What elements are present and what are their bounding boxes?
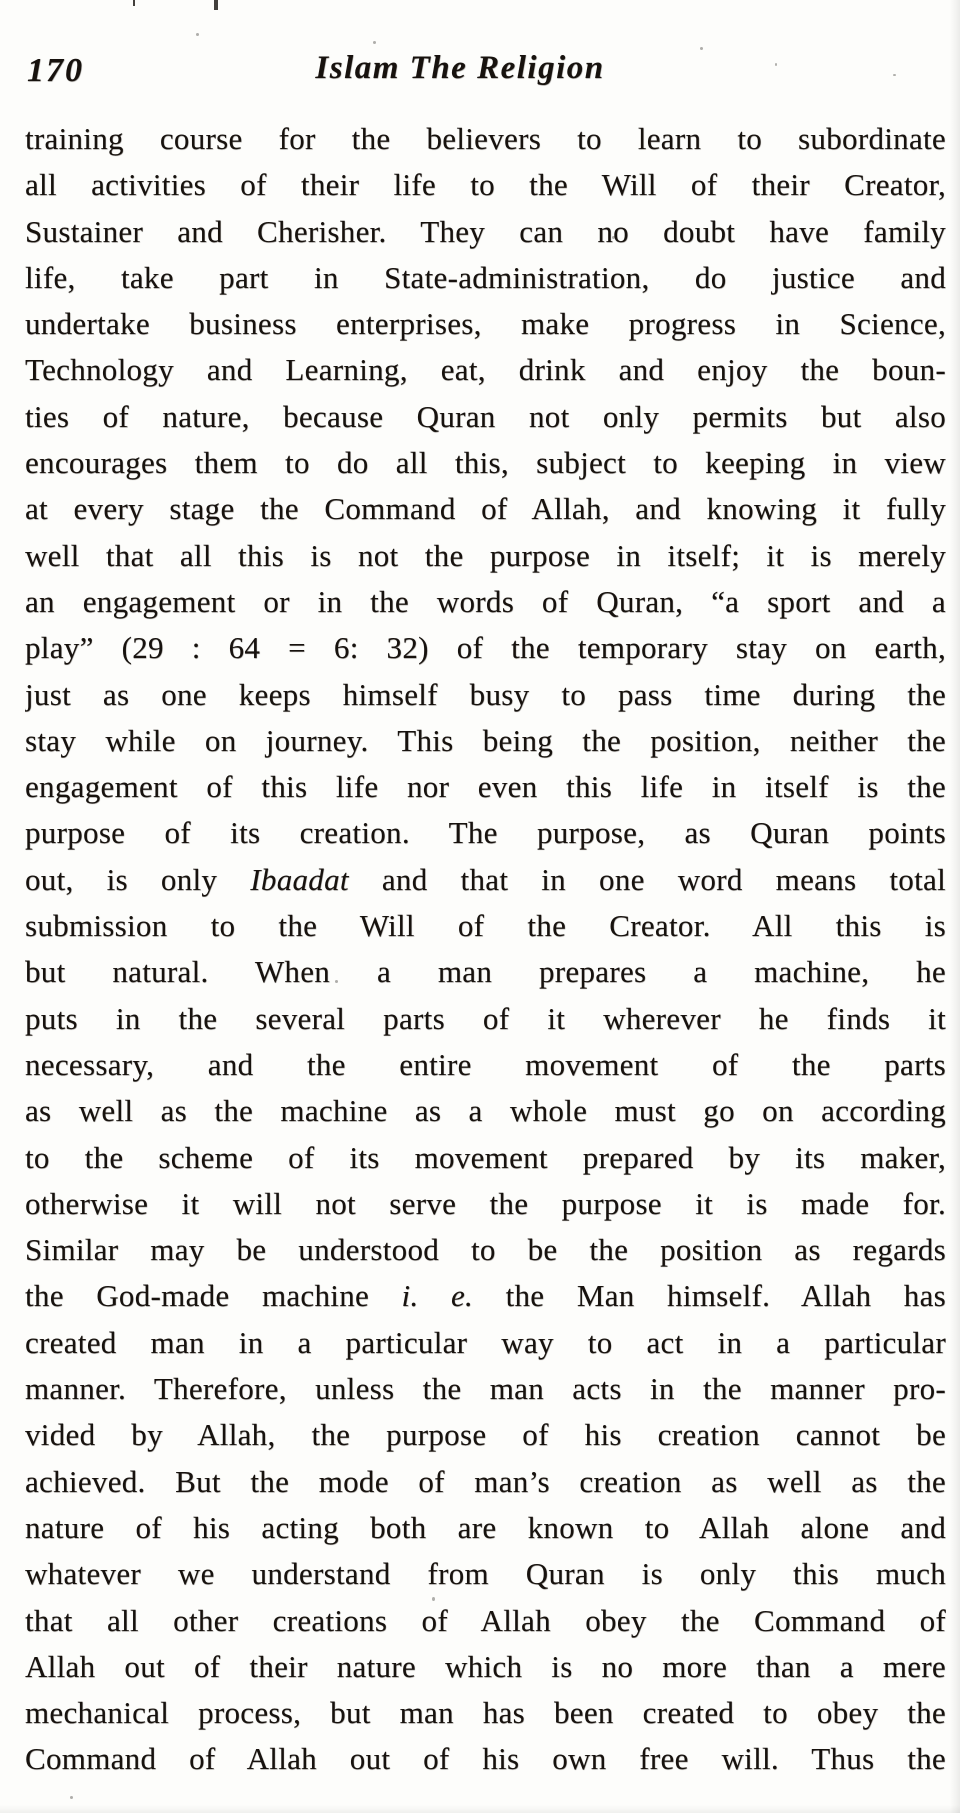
text-line: created man in a particular way to act in a particular [25,1324,946,1360]
text-line: manner. Therefore, unless the man acts in the manner pro- [25,1371,946,1407]
page-title: Islam The Religion [315,50,605,86]
text-line: at every stage the Command of Allah, and knowing it fully [25,491,946,527]
line-text: the Man himself. Allah has [473,1278,946,1314]
text-line: whatever we understand from Quran is only this much [25,1556,946,1592]
text-line: training course for the believers to learn to subordinate [25,121,946,156]
page-number: 170 [27,52,84,89]
text-line: mechanical process, but man has been created to obey the [25,1695,946,1731]
text-line: engagement of this life nor even this life in itself is the [25,769,946,805]
text-line: achieved. But the mode of man’s creation as well as the [25,1463,946,1499]
scan-speck [214,0,218,10]
page-header [25,50,935,92]
text-line: undertake business enterprises, make progress in Science, [25,306,946,342]
text-line: to the scheme of its movement prepared by its maker, [25,1139,946,1175]
scan-speck [196,33,199,36]
scan-speck [373,41,376,44]
text-line: vided by Allah, the purpose of his creation cannot be [25,1417,946,1453]
text-line: submission to the Will of the Creator. All this is [25,908,946,944]
line-text: and that in one word means total [348,861,946,897]
text-line: well that all this is not the purpose in itself; it is merely [25,537,946,573]
italic-word: i. e. [401,1278,474,1314]
text-line: encourages them to do all this, subject to keeping in view [25,445,946,481]
text-line-with-italic [25,857,946,903]
text-line: necessary, and the entire movement of the parts [25,1046,946,1082]
scan-speck [133,0,135,6]
text-line: otherwise it will not serve the purpose it is made for. [25,1185,946,1221]
text-line: Similar may be understood to be the position as regards [25,1232,946,1268]
text-line: purpose of its creation. The purpose, as Quran points [25,815,946,851]
text-line: but natural. When a man prepares a machine, he [25,954,946,990]
scan-speck [70,1796,73,1799]
text-line: Command of Allah out of his own free will. Thus the [25,1741,946,1777]
text-line: just as one keeps himself busy to pass time during the [25,676,946,712]
text-line: Technology and Learning, eat, drink and enjoy the boun- [25,352,946,388]
text-line: nature of his acting both are known to Allah alone and [25,1509,946,1545]
italic-word: Ibaadat [250,861,349,897]
text-line: an engagement or in the words of Quran, “a sport and a [25,583,946,619]
text-line-with-italic [25,1273,946,1319]
text-line: Allah out of their nature which is no more than a mere [25,1648,946,1684]
text-line: puts in the several parts of it wherever he finds it [25,1000,946,1036]
scan-edge-shadow [0,1805,960,1813]
body-text [25,116,946,1783]
line-text: the God-made machine [25,1278,402,1314]
text-line: Sustainer and Cherisher. They can no doubt have family [25,213,946,249]
text-line: life, take part in State-administration, do justice and [25,259,946,295]
text-line: as well as the machine as a whole must go on according [25,1093,946,1129]
text-line: all activities of their life to the Will of their Creator, [25,167,946,203]
text-line: play” (29 : 64 = 6: 32) of the temporary stay on earth, [25,630,946,666]
text-line: that all other creations of Allah obey the Command of [25,1602,946,1638]
line-text: out, is only [25,861,251,897]
text-line: ties of nature, because Quran not only permits but also [25,398,946,434]
scan-edge-shadow [950,0,960,1813]
text-line: stay while on journey. This being the position, neither the [25,722,946,758]
